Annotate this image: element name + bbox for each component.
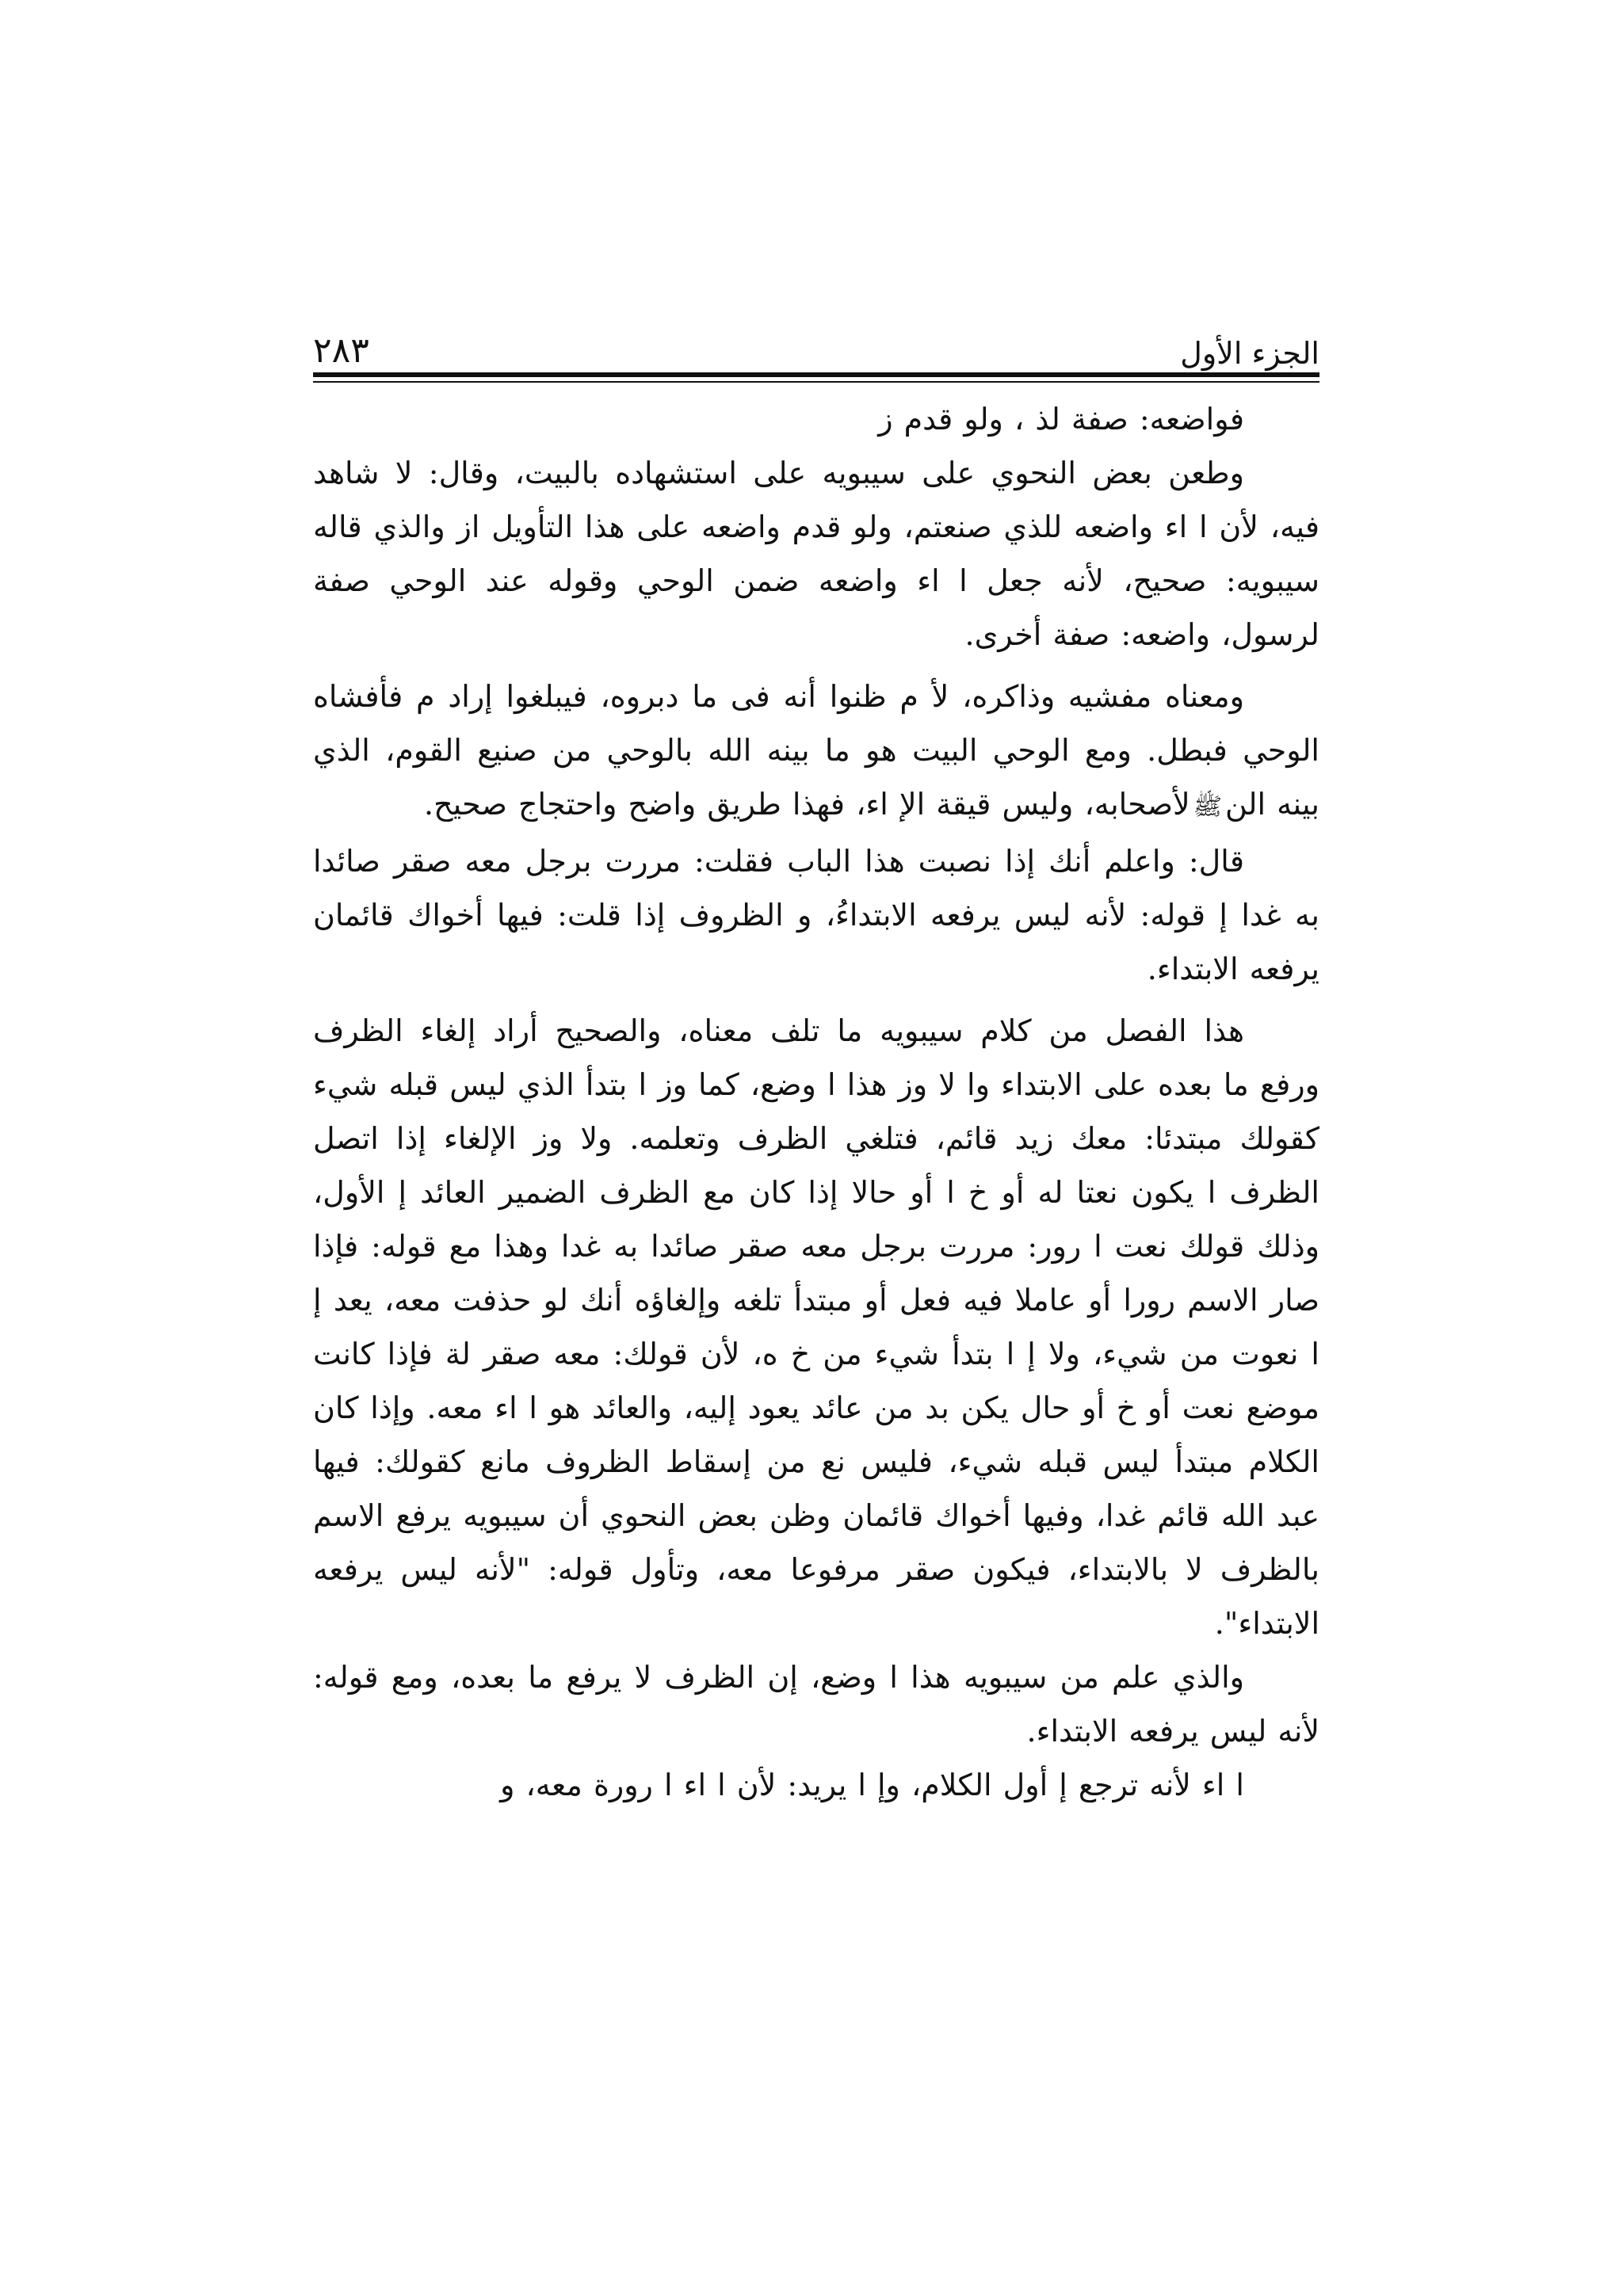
paragraph-7: ا اء لأنه ترجع إ أول الكلام، وإ ا يريد: لأن ا اء ا رورة معه، و: [500, 1768, 1244, 1802]
paragraph-5: هذا الفصل من كلام سيبويه ما تلف معناه، والصحيح أراد إلغاء الظرف ورفع ما بعده على الابتداء وا لا وز هذا ا وضع، كما وز ا بتدأ الذي ليس قبله شيء كقولك مبتدئا: معك زيد قائم، فتلغي الظرف وتعلمه. ولا وز الإلغاء إذا اتصل الظرف ا يكون نعتا له أو خ ا أو حالا إذا كان مع الظرف الضمير العائد إ الأول، وذلك قولك نعت ا رور: مررت برجل معه صقر صائدا به غدا وهذا مع قوله: فإذا صار الاسم رورا أو عاملا فيه فعل أو مبتدأ تلغه وإلغاؤه أنك لو حذفت معه، يعد إ ا نعوت من شيء، ولا إ ا بتدأ شيء من خ ه، لأن قولك: معه صقر لة فإذا كانت موضع نعت أو خ أو حال يكن بد من عائد يعود إليه، والعائد هو ا اء معه. وإذا كان الكلام مبتدأ ليس قبله شيء، فليس نع من إسقاط الظروف مانع كقولك: فيها عبد الله قائم غدا، وفيها أخواك قائمان وظن بعض النحوي أن سيبويه يرفع الاسم بالظرف لا بالابتداء، فيكون صقر مرفوعا معه، وتأول قوله: "لأنه ليس يرفعه الابتداء".: [313, 1013, 1319, 1641]
paragraph-6: والذي علم من سيبويه هذا ا وضع، إن الظرف لا يرفع ما بعده، ومع قوله: لأنه ليس يرفعه الابتداء.: [313, 1660, 1319, 1749]
paragraph-3-text-after: لأصحابه، وليس قيقة الإ اء، فهذا طريق واضح واحتجاج صحيح.: [424, 787, 1190, 822]
page-number: ٢٨٣: [313, 330, 369, 371]
paragraph-3: [313, 669, 1319, 834]
honorific-seal-icon: ﷺ: [1193, 793, 1222, 821]
running-header: [313, 321, 1319, 371]
paragraph-3-text: ومعناه مفشيه وذاكره، لأ م ظنوا أنه فى ما دبروه، فيبلغوا إراد م فأفشاه الوحي فبطل. ومع الوحي البيت هو ما بينه الله بالوحي من صنيع القوم، الذي بينه الن: [313, 679, 1319, 822]
paragraph-2: وطعن بعض النحوي على سيبويه على استشهاده بالبيت، وقال: لا شاهد فيه، لأن ا اء واضعه للذي صنعتم، ولو قدم واضعه على هذا التأويل از والذي قاله سيبويه: صحيح، لأنه جعل ا اء واضعه ضمن الوحي وقوله عند الوحي صفة لرسول، واضعه: صفة أخرى.: [313, 456, 1319, 652]
running-header-title: الجزء الأول: [1180, 336, 1319, 371]
paragraph-4: قال: واعلم أنك إذا نصبت هذا الباب فقلت: مررت برجل معه صقر صائدا به غدا إ قوله: لأنه ليس يرفعه الابتداءُ، و الظروف إذا قلت: فيها أخواك قائمان يرفعه الابتداء.: [313, 844, 1319, 986]
document-page: [313, 0, 1319, 2296]
header-rule-thick: [313, 372, 1319, 377]
header-rule-thin: [313, 381, 1319, 383]
paragraph-1: فواضعه: صفة لذ ، ولو قدم ز: [878, 402, 1244, 437]
body-text: [313, 392, 1319, 1812]
